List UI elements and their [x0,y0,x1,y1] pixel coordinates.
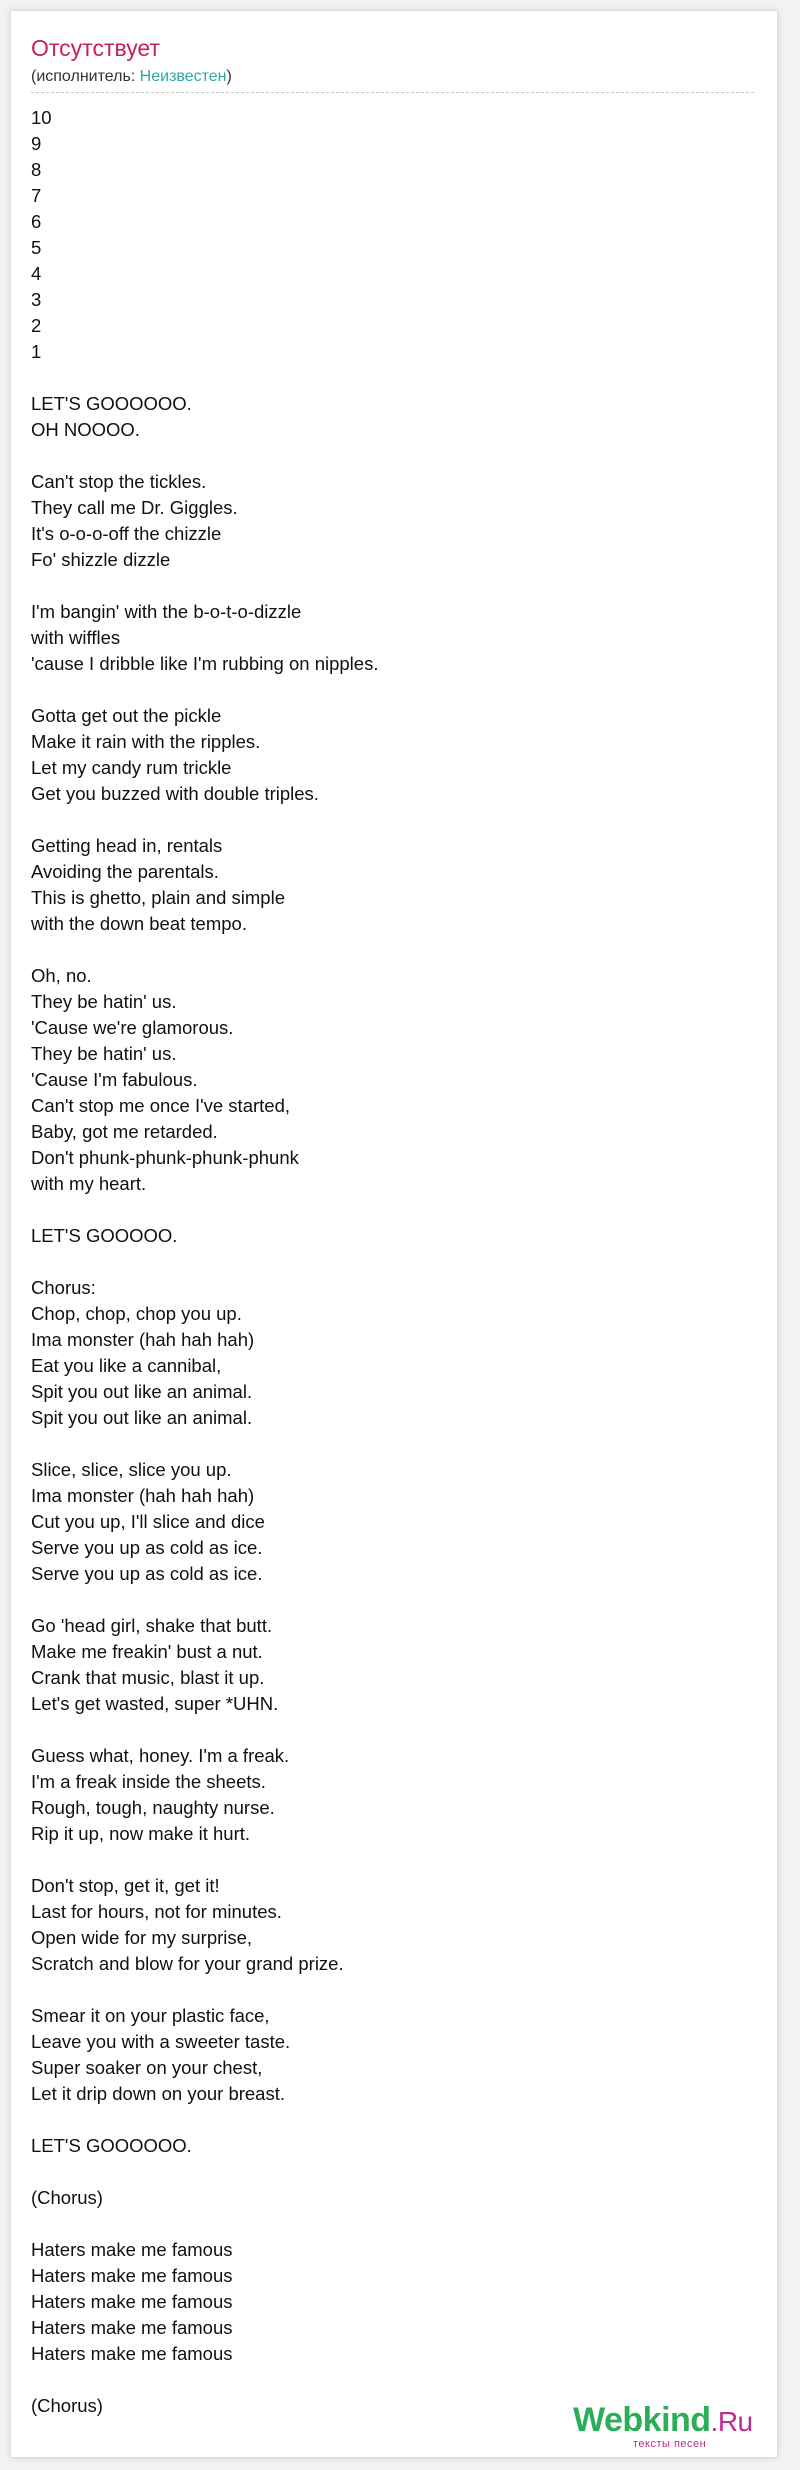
lyric-line: Chop, chop, chop you up. [31,1303,242,1324]
site-logo[interactable] [573,2400,773,2456]
lyric-line: (Chorus) [31,2395,103,2416]
lyric-line [31,937,751,963]
lyric-line: Make it rain with the ripples. [31,731,261,752]
performer-line [31,67,232,87]
lyric-line: Getting head in, rentals [31,835,223,856]
logo-tld: .Ru [710,2406,753,2437]
lyric-line: Slice, slice, slice you up. [31,1459,232,1480]
lyric-line: Avoiding the parentals. [31,861,219,882]
lyric-line: Leave you with a sweeter taste. [31,2031,291,2052]
lyric-line: Rip it up, now make it hurt. [31,1823,251,1844]
lyric-line: 10 [31,107,52,128]
lyric-line [31,1587,751,1613]
lyric-line: Haters make me famous [31,2343,233,2364]
lyric-line: Haters make me famous [31,2239,233,2260]
lyric-line: 1 [31,341,42,362]
lyric-line [31,807,751,833]
lyric-line [31,365,751,391]
lyric-line: Can't stop the tickles. [31,471,207,492]
lyric-line: Gotta get out the pickle [31,705,222,726]
lyric-line: OH NOOOO. [31,419,140,440]
lyric-line: Let's get wasted, super *UHN. [31,1693,279,1714]
lyric-line: They be hatin' us. [31,991,177,1012]
logo-tagline: тексты песен [633,2438,707,2450]
lyric-line: Super soaker on your chest, [31,2057,263,2078]
lyric-line: 6 [31,211,42,232]
header-divider [31,92,754,93]
lyric-line [31,1847,751,1873]
lyric-line: 5 [31,237,42,258]
lyric-line: Ima monster (hah hah hah) [31,1329,255,1350]
lyric-line: Spit you out like an animal. [31,1407,253,1428]
lyric-line [31,677,751,703]
lyric-line: Open wide for my surprise, [31,1927,253,1948]
lyric-line [31,573,751,599]
lyric-line: Let it drip down on your breast. [31,2083,286,2104]
lyric-line: Haters make me famous [31,2317,233,2338]
lyric-line: 'Cause I'm fabulous. [31,1069,198,1090]
lyric-line [31,1977,751,2003]
performer-suffix: ) [226,68,232,85]
performer-link[interactable]: Неизвестен [139,68,227,85]
lyric-line: It's o-o-o-off the chizzle [31,523,222,544]
lyric-line: 8 [31,159,42,180]
lyric-line: with my heart. [31,1173,147,1194]
lyric-line: Rough, tough, naughty nurse. [31,1797,275,1818]
lyric-line: Fo' shizzle dizzle [31,549,171,570]
lyric-line: Scratch and blow for your grand prize. [31,1953,344,1974]
lyric-line: Haters make me famous [31,2291,233,2312]
lyric-line: Haters make me famous [31,2265,233,2286]
lyric-line: Baby, got me retarded. [31,1121,218,1142]
lyric-line: Let my candy rum trickle [31,757,232,778]
lyric-line: 4 [31,263,42,284]
lyric-line: They be hatin' us. [31,1043,177,1064]
song-title: Отсутствует [31,35,160,61]
lyric-line: This is ghetto, plain and simple [31,887,285,908]
lyric-line: Go 'head girl, shake that butt. [31,1615,273,1636]
lyric-line: Cut you up, I'll slice and dice [31,1511,265,1532]
lyric-line: Chorus: [31,1277,96,1298]
lyric-line: (Chorus) [31,2187,103,2208]
lyric-line: Don't stop, get it, get it! [31,1875,220,1896]
lyric-line: Don't phunk-phunk-phunk-phunk [31,1147,299,1168]
lyric-line: 'Cause we're glamorous. [31,1017,234,1038]
lyric-line: Oh, no. [31,965,92,986]
lyric-line: LET'S GOOOOO. [31,1225,178,1246]
lyric-line: Get you buzzed with double triples. [31,783,319,804]
lyric-line: 9 [31,133,42,154]
lyric-line: I'm a freak inside the sheets. [31,1771,266,1792]
lyric-line: They call me Dr. Giggles. [31,497,238,518]
lyric-line [31,2107,751,2133]
lyric-line: Serve you up as cold as ice. [31,1563,263,1584]
lyric-line [31,1717,751,1743]
lyric-line: LET'S GOOOOOO. [31,393,192,414]
lyric-line: 3 [31,289,42,310]
performer-prefix: (исполнитель: [31,68,140,85]
lyrics-text [31,105,751,2419]
lyric-line: Can't stop me once I've started, [31,1095,290,1116]
lyric-line: I'm bangin' with the b-o-t-o-dizzle [31,601,302,622]
lyric-line: Eat you like a cannibal, [31,1355,222,1376]
lyric-line [31,443,751,469]
lyric-line: Ima monster (hah hah hah) [31,1485,255,1506]
lyric-line [31,1197,751,1223]
logo-wordmark [573,2400,753,2442]
lyric-line: 'cause I dribble like I'm rubbing on nipples. [31,653,379,674]
logo-brand: Webkind [573,2401,711,2439]
lyric-line [31,2159,751,2185]
lyric-line: Make me freakin' bust a nut. [31,1641,263,1662]
lyric-line [31,2211,751,2237]
lyric-line: Last for hours, not for minutes. [31,1901,282,1922]
lyric-line: Smear it on your plastic face, [31,2005,270,2026]
lyric-line [31,1249,751,1275]
lyric-line [31,2367,751,2393]
lyric-line: LET'S GOOOOOO. [31,2135,192,2156]
lyric-line: Serve you up as cold as ice. [31,1537,263,1558]
lyric-line: with the down beat tempo. [31,913,247,934]
lyric-line [31,1431,751,1457]
lyric-line: 2 [31,315,42,336]
lyric-line: with wiffles [31,627,121,648]
lyric-line: Crank that music, blast it up. [31,1667,265,1688]
lyric-line: Spit you out like an animal. [31,1381,253,1402]
lyric-line: Guess what, honey. I'm a freak. [31,1745,290,1766]
lyric-line: 7 [31,185,42,206]
